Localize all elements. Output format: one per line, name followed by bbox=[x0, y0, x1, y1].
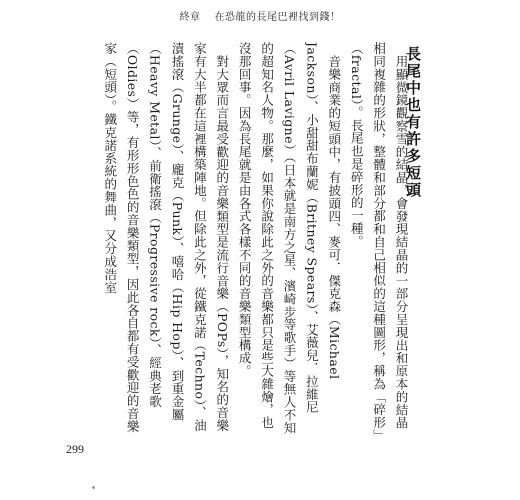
section-heading: 長尾中也有許多短頭 bbox=[404, 46, 422, 199]
running-head bbox=[0, 8, 520, 23]
paragraph: 音樂商業的短頭中，有披頭四、麥可．傑克森（Michael Jackson）、小甜甜布蘭妮（Britney Spears）、艾薇兒．拉維尼（Avril Lavigne）（日本就是南方之星、濱崎步等歌手）等無人不知的超知名人物。那麼，如果你說除此之外的音樂都只是些大雜燴，也沒那回事。因為長尾就是由各式各樣不同的音樂類型構成。 bbox=[237, 42, 342, 435]
chapter-title: 在恐龍的長尾巴裡找到錢！ bbox=[214, 12, 341, 23]
body-text bbox=[72, 42, 412, 440]
paragraph: 對大眾而言最受歡迎的音樂類型是流行音樂（POPs），知名的音樂家有大半都在這裡構築陣地。但除此之外，從鐵克諾（Techno）、油漬搖滾（Grunge）、龐克（Punk）、嘻哈（Hip Hop）、到重金屬（Heavy Metal）、前衛搖滾（Progressive rock）、經典老歌（Oldies）等，有形形色色的音樂類型，因此各自都有受歡迎的音樂家（短頭）。鐵克諾系統的舞曲，又分成浩室 bbox=[102, 42, 230, 433]
page-number: 299 bbox=[66, 442, 84, 456]
chapter-label: 終章 bbox=[179, 12, 201, 23]
corner-mark bbox=[92, 486, 95, 489]
paragraph: 用顯微鏡觀察雪的結晶，會發現結晶的一部分呈現出和原本的結晶相同複雜的形狀，整體和部分都和自己相似的這種圖形，稱為「碎形」（fractal）。長尾也是碎形的一種。 bbox=[349, 42, 409, 436]
